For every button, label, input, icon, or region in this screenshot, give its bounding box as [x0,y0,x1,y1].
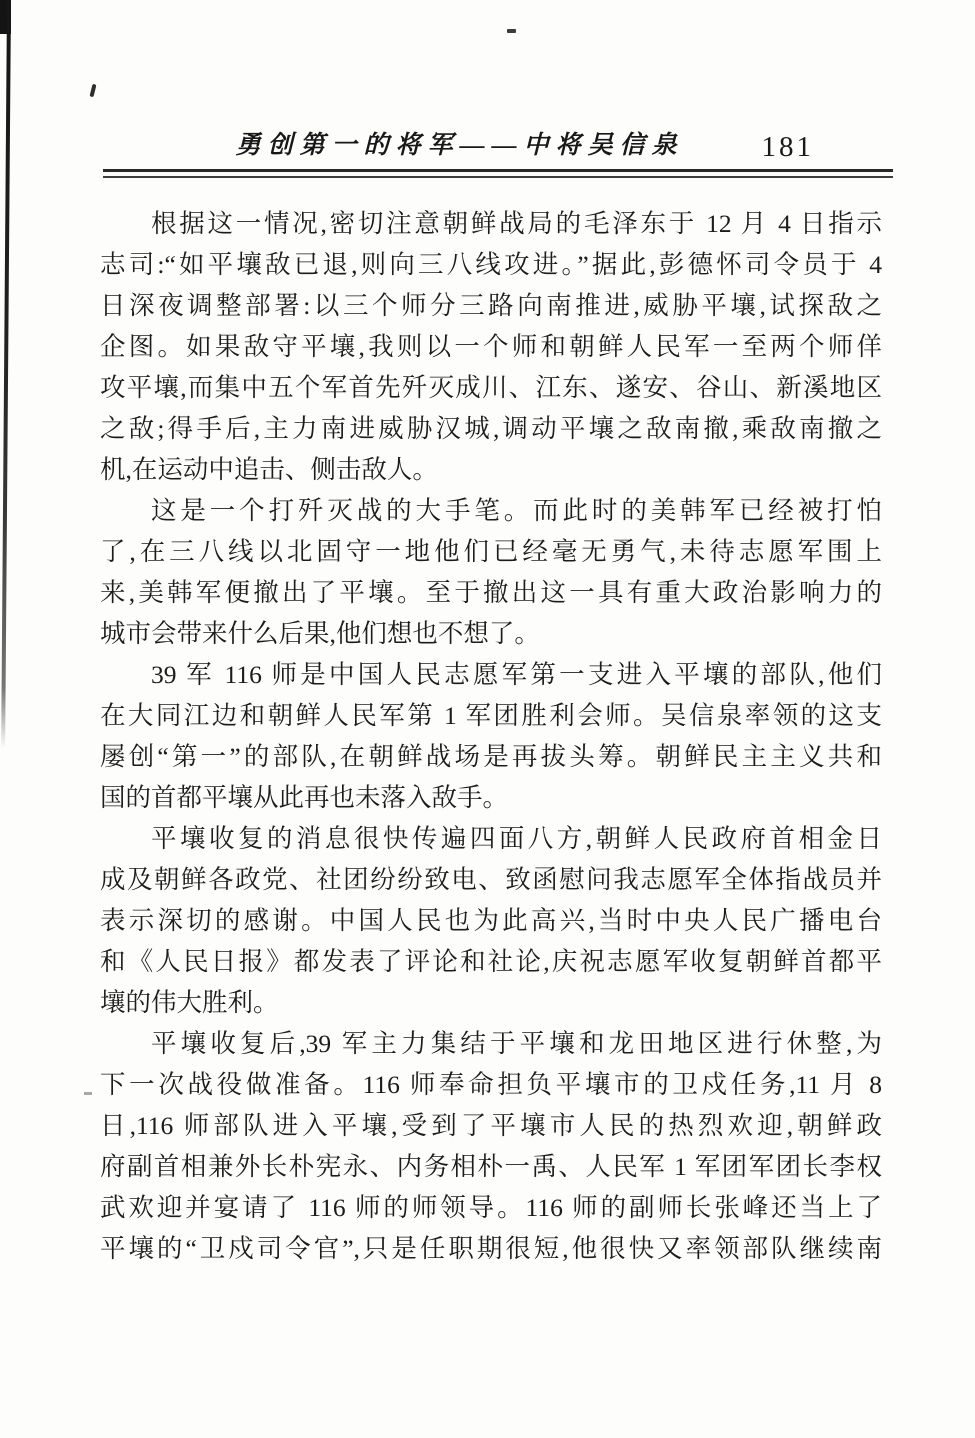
text-line: 平壤的“卫戍司令官”,只是任职期很短,他很快又率领部队继续南 [100,1234,882,1263]
text-line: 武欢迎并宴请了 116 师的师领导。116 师的副师长张峰还当上了 [100,1193,882,1222]
running-title: 勇创第一的将军——中将吴信泉 [235,132,684,159]
text-line: 日深夜调整部署:以三个师分三路向南推进,威胁平壤,试探敌之 [100,291,882,320]
text-line: 平壤收复的消息很快传遍四面八方,朝鲜人民政府首相金日 [151,824,882,853]
scan-artifact-page-edge-line [1,0,11,748]
text-line: 日,116 师部队进入平壤,受到了平壤市人民的热烈欢迎,朝鲜政 [100,1111,882,1140]
text-line: 企图。如果敌守平壤,我则以一个师和朝鲜人民军一至两个师佯 [100,332,882,361]
page-body [100,203,882,1269]
text-line: 府副首相兼外长朴宪永、内务相朴一禹、人民军 1 军团军团长李权 [100,1152,882,1181]
text-line: 来,美韩军便撤出了平壤。至于撤出这一具有重大政治影响力的 [100,578,882,607]
text-line: 之敌;得手后,主力南进威胁汉城,调动平壤之敌南撤,乘敌南撤之 [100,414,882,443]
page-header [100,129,882,167]
scan-artifact-margin-tick [84,1092,92,1095]
text-line: 在大同江边和朝鲜人民军第 1 军团胜利会师。吴信泉率领的这支 [100,701,882,730]
text-line: 了,在三八线以北固守一地他们已经毫无勇气,未待志愿军围上 [100,537,882,566]
text-line: 这是一个打歼灭战的大手笔。而此时的美韩军已经被打怕 [151,496,882,525]
page-number: 181 [761,131,814,163]
header-double-rule [103,169,893,178]
scan-artifact-top-dash [507,29,516,33]
text-line: 平壤收复后,39 军主力集结于平壤和龙田地区进行休整,为 [151,1029,882,1058]
text-line: 成及朝鲜各政党、社团纷纷致电、致函慰问我志愿军全体指战员并 [100,865,882,894]
text-line: 屡创“第一”的部队,在朝鲜战场是再拔头筹。朝鲜民主主义共和 [100,742,882,771]
text-line: 攻平壤,而集中五个军首先歼灭成川、江东、遂安、谷山、新溪地区 [100,373,882,402]
text-line: 根据这一情况,密切注意朝鲜战局的毛泽东于 12 月 4 日指示 [151,209,882,238]
text-line: 机,在运动中追击、侧击敌人。 [100,455,438,484]
text-line: 城市会带来什么后果,他们想也不想了。 [100,619,540,648]
text-line: 和《人民日报》都发表了评论和社论,庆祝志愿军收复朝鲜首都平 [100,947,882,976]
text-line: 39 军 116 师是中国人民志愿军第一支进入平壤的部队,他们 [151,660,882,689]
scan-artifact-left-tick [89,84,96,98]
text-line: 下一次战役做准备。116 师奉命担负平壤市的卫戍任务,11 月 8 [100,1070,882,1099]
text-line: 国的首都平壤从此再也未落入敌手。 [100,783,509,812]
text-line: 志司:“如平壤敌已退,则向三八线攻进。”据此,彭德怀司令员于 4 [100,250,882,279]
text-line: 壤的伟大胜利。 [100,988,279,1017]
text-line: 表示深切的感谢。中国人民也为此高兴,当时中央人民广播电台 [100,906,882,935]
